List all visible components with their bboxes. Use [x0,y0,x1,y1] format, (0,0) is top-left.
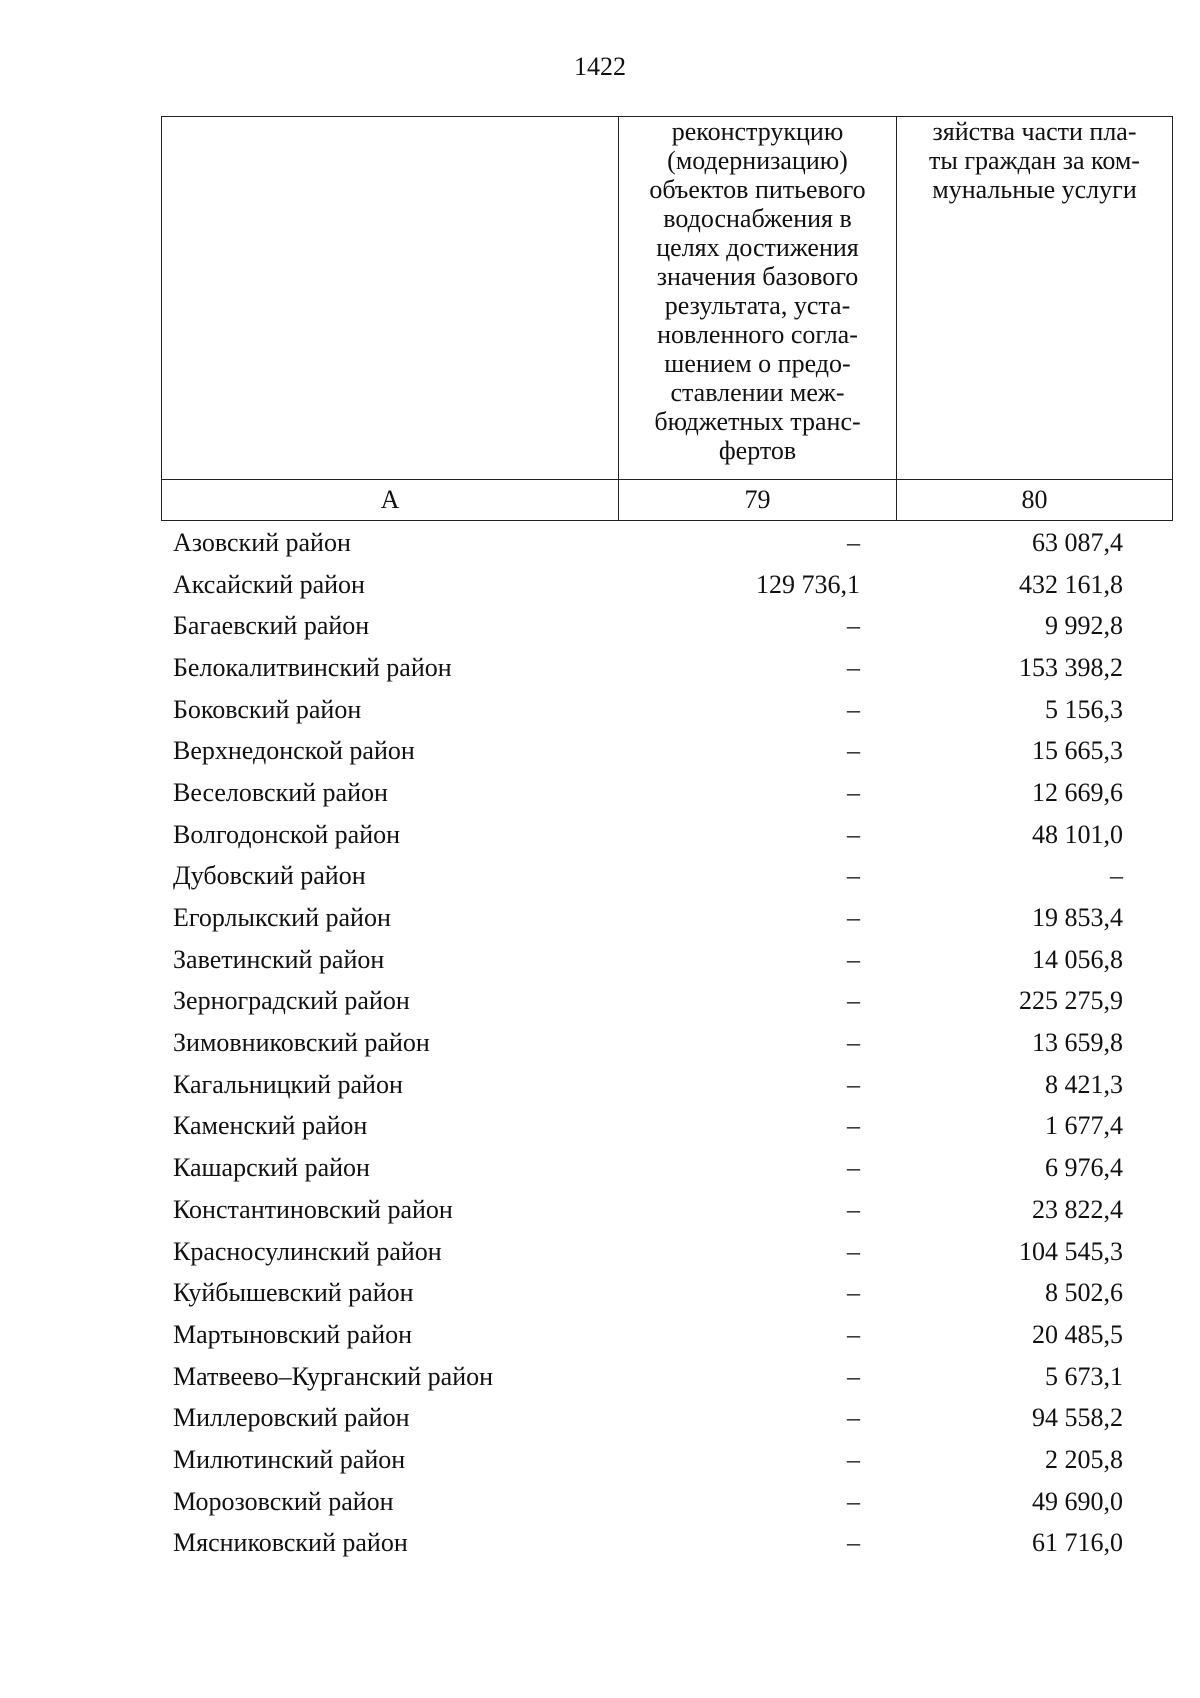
value-col-79: – [847,944,860,974]
value-col-80: 23 822,4 [1032,1194,1123,1224]
table-row [161,772,1133,814]
district-name: Мясниковский район [173,1528,408,1558]
header-cell-a [162,117,619,480]
table-row [161,814,1133,856]
value-col-79: – [847,1278,860,1308]
value-col-79: – [847,1236,860,1266]
value-col-79: – [847,1194,860,1224]
value-col-80: 12 669,6 [1032,777,1123,807]
table-row [161,939,1133,981]
value-col-79: – [847,861,860,891]
header-text-80: зяйства части пла- ты граждан за ком- мунальные услуги [929,117,1140,204]
table-row [161,730,1133,772]
district-name: Зерноградский район [173,986,410,1016]
district-name: Морозовский район [173,1486,394,1516]
table-row [161,1022,1133,1064]
table-body [161,522,1133,1564]
district-name: Матвеево–Курганский район [173,1361,494,1391]
value-col-80: 19 853,4 [1032,903,1123,933]
header-text-79: реконструкцию (модернизацию) объектов питьевого водоснабжения в целях достижения значения базового результата, уста- новленного согла- шением о предо- ставлении меж- бюджетных транс- фертов [649,117,866,465]
table-row [161,564,1133,606]
district-name: Кашарский район [173,1153,370,1183]
district-name: Боковский район [173,694,362,724]
table-row [161,897,1133,939]
value-col-79: – [847,986,860,1016]
district-name: Красносулинский район [173,1236,442,1266]
district-name: Зимовниковский район [173,1028,430,1058]
value-col-79: – [847,652,860,682]
value-col-79: – [847,819,860,849]
table-row [161,1397,1133,1439]
table-row [161,1481,1133,1523]
value-col-80: 5 673,1 [1045,1361,1123,1391]
value-col-79: – [847,1486,860,1516]
value-col-80: 15 665,3 [1032,736,1123,766]
table-row [161,1439,1133,1481]
district-name: Волгодонской район [173,819,401,849]
value-col-80: 1 677,4 [1045,1111,1123,1141]
header-cell-79 [619,117,897,480]
district-name: Константиновский район [173,1194,453,1224]
value-col-79: 129 736,1 [756,569,860,599]
value-col-80: 13 659,8 [1032,1028,1123,1058]
page-number: 1422 [574,52,626,81]
table-row [161,689,1133,731]
table-row [161,522,1133,564]
value-col-80: 6 976,4 [1045,1153,1123,1183]
value-col-80: 8 421,3 [1045,1069,1123,1099]
value-col-79: – [847,1028,860,1058]
value-col-80: 432 161,8 [1019,569,1123,599]
column-number-a: А [162,480,619,521]
table-row [161,605,1133,647]
value-col-80: 104 545,3 [1019,1236,1123,1266]
column-number-79: 79 [619,480,897,521]
value-col-79: – [847,527,860,557]
district-name: Мартыновский район [173,1319,413,1349]
district-name: Куйбышевский район [173,1278,414,1308]
header-text-row [162,117,1173,480]
district-name: Белокалитвинский район [173,652,452,682]
table-row [161,647,1133,689]
value-col-80: 153 398,2 [1019,652,1123,682]
value-col-79: – [847,1069,860,1099]
table-row [161,1523,1133,1565]
district-name: Заветинский район [173,944,385,974]
table-row [161,1356,1133,1398]
table-row [161,1147,1133,1189]
value-col-80: 8 502,6 [1045,1278,1123,1308]
table-row [161,1272,1133,1314]
value-col-80: 94 558,2 [1032,1403,1123,1433]
table-row [161,1231,1133,1273]
value-col-79: – [847,736,860,766]
value-col-79: – [847,777,860,807]
value-col-80: 49 690,0 [1032,1486,1123,1516]
value-col-80: 14 056,8 [1032,944,1123,974]
table-row [161,1314,1133,1356]
value-col-80: 2 205,8 [1045,1444,1123,1474]
district-name: Каменский район [173,1111,368,1141]
value-col-79: – [847,1528,860,1558]
district-name: Аксайский район [173,569,365,599]
district-name: Дубовский район [173,861,366,891]
district-name: Миллеровский район [173,1403,410,1433]
value-col-80: – [1110,861,1123,891]
district-name: Багаевский район [173,611,370,641]
value-col-79: – [847,903,860,933]
table-row [161,856,1133,898]
value-col-79: – [847,611,860,641]
district-name: Кагальницкий район [173,1069,403,1099]
column-number-80: 80 [897,480,1173,521]
table-row [161,981,1133,1023]
district-name: Милютинский район [173,1444,406,1474]
value-col-79: – [847,694,860,724]
table-row [161,1189,1133,1231]
value-col-79: – [847,1361,860,1391]
table-header [161,116,1173,521]
district-name: Егорлыкский район [173,903,391,933]
value-col-80: 20 485,5 [1032,1319,1123,1349]
value-col-80: 61 716,0 [1032,1528,1123,1558]
header-cell-80 [897,117,1173,480]
table-row [161,1064,1133,1106]
value-col-80: 225 275,9 [1019,986,1123,1016]
district-name: Веселовский район [173,777,388,807]
value-col-80: 9 992,8 [1045,611,1123,641]
value-col-79: – [847,1403,860,1433]
column-number-row [162,480,1173,521]
value-col-79: – [847,1444,860,1474]
table-row [161,1106,1133,1148]
district-name: Азовский район [173,527,351,557]
value-col-80: 63 087,4 [1032,527,1123,557]
value-col-79: – [847,1319,860,1349]
value-col-80: 48 101,0 [1032,819,1123,849]
value-col-79: – [847,1111,860,1141]
value-col-79: – [847,1153,860,1183]
district-name: Верхнедонской район [173,736,415,766]
value-col-80: 5 156,3 [1045,694,1123,724]
